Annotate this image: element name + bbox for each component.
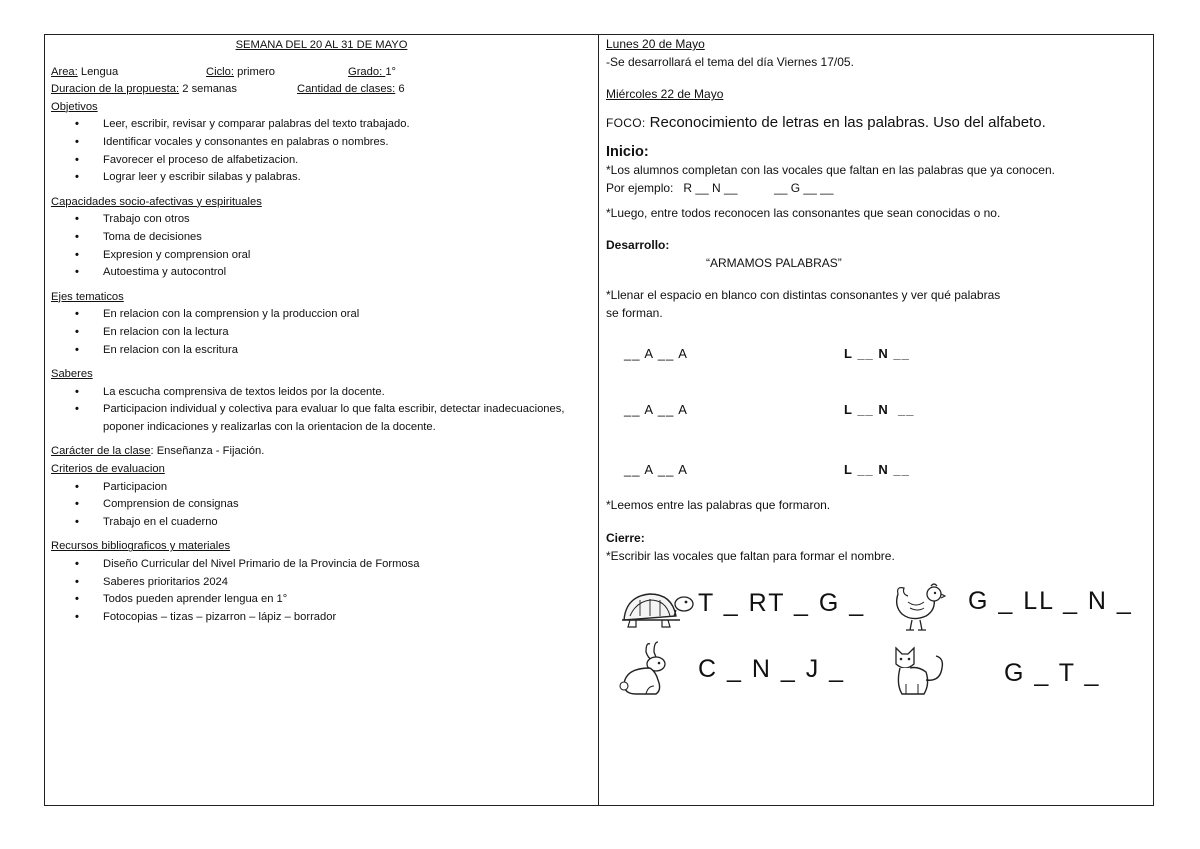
list-item: • Trabajo con otros [103,211,592,229]
list-item: • Trabajo en el cuaderno [103,514,592,532]
list-item: • Toma de decisiones [103,229,592,247]
right-column [600,35,1153,805]
pattern-row [606,461,1147,479]
pattern-a: __ A __ A [624,462,688,477]
objetivos-list [51,116,592,186]
left-column [45,35,598,805]
inicio-heading: Inicio: [606,144,649,160]
list-item: • Autoestima y autocontrol [103,264,592,282]
list-item: • En relacion con la escritura [103,342,592,360]
cat-icon [888,640,948,703]
pattern-row [606,345,1147,363]
saberes-list [51,384,592,437]
lunes-text: -Se desarrollará el tema del día Viernes 17/05. [606,55,854,69]
pattern-b: L __ N __ [844,462,910,477]
word-tortuga: T _ RT _ G _ [698,589,866,617]
capacidades-heading: Capacidades socio-afectivas y espirituales [51,195,262,208]
foco-row [606,113,1147,133]
lunes-heading: Lunes 20 de Mayo [606,37,705,51]
cierre-heading: Cierre: [606,531,645,545]
cierre-text: *Escribir las vocales que faltan para formar el nombre. [606,549,895,563]
list-item: • En relacion con la comprension y la produccion oral [103,306,592,324]
caracter-row [51,443,592,461]
desarrollo-heading: Desarrollo: [606,238,670,252]
word-conejo: C _ N _ J _ [698,655,846,683]
pattern-row [606,401,1147,419]
duracion-label: Duracion de la propuesta: [51,83,180,96]
list-item: • Comprension de consignas [103,496,592,514]
rabbit-icon [616,640,670,703]
word-gato: G _ T _ [1004,659,1101,687]
area-row [51,64,592,82]
llenar-text-2: se forman. [606,306,663,320]
inicio-text: *Los alumnos completan con las vocales que faltan en las palabras que ya conocen. [606,163,1055,177]
ejes-list [51,306,592,359]
pattern-b: L __ N __ [844,402,915,417]
foco-text: Reconocimiento de letras en las palabras. Uso del alfabeto. [645,114,1046,131]
list-item: • Todos pueden aprender lengua en 1° [103,591,592,609]
pattern-a: __ A __ A [624,402,688,417]
list-item: • Diseño Curricular del Nivel Primario de la Provincia de Formosa [103,556,592,574]
ejes-heading: Ejes tematicos [51,290,124,303]
list-item: • Participacion [103,479,592,497]
area-value: Lengua [77,65,119,78]
planning-sheet [44,34,1154,806]
list-item: • Favorecer el proceso de alfabetizacion. [103,152,592,170]
ciclo-value: primero [233,65,276,78]
word-exercise [606,580,1147,720]
caracter-value: : Enseñanza - Fijación. [150,445,265,458]
luego-text: *Luego, entre todos reconocen las consonantes que sean conocidas o no. [606,206,1001,220]
list-item: • Saberes prioritarios 2024 [103,574,592,592]
list-item: • Identificar vocales y consonantes en palabras o nombres. [103,134,592,152]
list-item: • Participacion individual y colectiva para evaluar lo que falta escribir, detectar inadecuaciones, poponer indicaciones y realizarlas con la orientacion de la docente. [103,401,592,436]
column-divider [598,35,599,805]
list-item: • La escucha comprensiva de textos leidos por la docente. [103,384,592,402]
list-item: • Fotocopias – tizas – pizarron – lápiz – borrador [103,609,592,627]
week-title: SEMANA DEL 20 AL 31 DE MAYO [235,39,408,51]
list-item: • En relacion con la lectura [103,324,592,342]
recursos-heading: Recursos bibliograficos y materiales [51,540,231,553]
recursos-list [51,556,592,626]
area-label: Area: [51,65,78,78]
hen-icon [890,580,946,641]
caracter-label: Carácter de la clase [51,445,151,458]
saberes-heading: Saberes [51,368,93,381]
capacidades-list [51,211,592,281]
list-item: • Leer, escribir, revisar y comparar palabras del texto trabajado. [103,116,592,134]
list-item: • Expresion y comprension oral [103,247,592,265]
pattern-a: __ A __ A [624,346,688,361]
word-gallina: G _ LL _ N _ [968,587,1133,615]
leemos-text: *Leemos entre las palabras que formaron. [606,498,831,512]
duracion-value: 2 semanas [179,83,237,96]
list-item: • Lograr leer y escribir silabas y palabras. [103,169,592,187]
ciclo-label: Ciclo: [206,65,234,78]
criterios-list [51,479,592,532]
foco-label: FOCO: [606,116,646,130]
miercoles-heading: Miércoles 22 de Mayo [606,87,724,101]
duracion-row [51,81,592,99]
grado-value: 1° [385,65,397,78]
armamos-title: “ARMAMOS PALABRAS” [706,256,842,270]
objetivos-heading: Objetivos [51,100,98,113]
ejemplo-text: Por ejemplo: R __ N __ __ G __ __ [606,181,834,195]
grado-label: Grado: [348,65,386,78]
pattern-b: L __ N __ [844,346,910,361]
cantidad-value: 6 [395,83,405,96]
turtle-icon [616,586,694,635]
llenar-text-1: *Llenar el espacio en blanco con distintas consonantes y ver qué palabras [606,288,1001,302]
cantidad-label: Cantidad de clases: [297,83,396,96]
criterios-heading: Criterios de evaluacion [51,463,165,476]
